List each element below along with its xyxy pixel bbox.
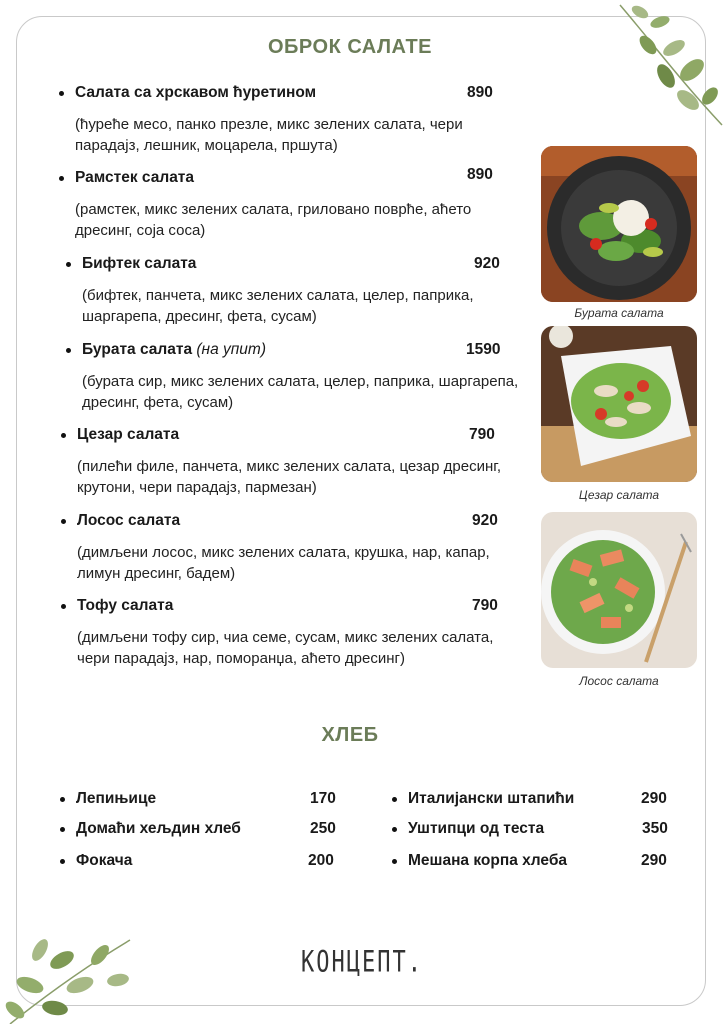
menu-item bbox=[77, 426, 547, 498]
menu-item bbox=[75, 84, 545, 156]
photo-caption: Лосос салата bbox=[579, 674, 659, 688]
menu-item bbox=[82, 255, 552, 327]
salads-section-title: ОБРОК САЛАТЕ bbox=[268, 36, 432, 58]
item-description: (димљени тофу сир, чиа семе, сусам, микс зелених салата, чери парадајз, нар, поморанџа, аћето дресинг) bbox=[77, 629, 494, 667]
item-price: 790 bbox=[469, 426, 495, 443]
item-price: 890 bbox=[467, 166, 493, 183]
burrata-salad-photo bbox=[541, 146, 697, 302]
bullet-icon bbox=[59, 176, 64, 181]
item-price: 1590 bbox=[466, 341, 501, 358]
item-name-text: Бурата салата bbox=[82, 341, 193, 358]
item-price: 290 bbox=[641, 790, 667, 807]
item-price: 200 bbox=[308, 852, 334, 869]
item-name: Мешана корпа хлеба bbox=[408, 852, 568, 869]
item-name: Лепињице bbox=[76, 790, 157, 807]
bread-section-title: ХЛЕБ bbox=[321, 724, 379, 746]
item-name: Цезар салата bbox=[77, 426, 180, 443]
item-price: 290 bbox=[641, 852, 667, 869]
bullet-icon bbox=[61, 433, 66, 438]
item-price: 170 bbox=[310, 790, 336, 807]
item-name: Лосос салата bbox=[77, 512, 181, 529]
item-description: (ћуреће месо, панко презле, микс зелених салата, чери парадајз, лешник, моцарела, пршута) bbox=[75, 116, 463, 154]
bullet-icon bbox=[392, 797, 397, 802]
bullet-icon bbox=[61, 604, 66, 609]
caesar-salad-photo bbox=[541, 326, 697, 482]
item-name: Фокача bbox=[76, 852, 133, 869]
bullet-icon bbox=[60, 859, 65, 864]
bullet-icon bbox=[392, 859, 397, 864]
item-name: Рамстек салата bbox=[75, 169, 195, 186]
bullet-icon bbox=[59, 91, 64, 96]
bullet-icon bbox=[66, 262, 71, 267]
item-name: Уштипци од теста bbox=[408, 820, 545, 837]
item-price: 920 bbox=[474, 255, 500, 272]
leaf-branch-icon bbox=[600, 0, 724, 130]
brand-logo: КОНЦЕПТ. bbox=[301, 945, 423, 980]
item-description: (пилећи филе, панчета, микс зелених салата, цезар дресинг, крутони, чери парадајз, пармезан) bbox=[77, 458, 502, 496]
bullet-icon bbox=[66, 348, 71, 353]
item-price: 790 bbox=[472, 597, 498, 614]
bullet-icon bbox=[392, 827, 397, 832]
item-note: (на упит) bbox=[196, 341, 266, 358]
item-name: Тофу салата bbox=[77, 597, 174, 614]
menu-item bbox=[77, 597, 547, 669]
item-name: Домаћи хељдин хлеб bbox=[76, 820, 241, 837]
item-name: Италијански штапићи bbox=[408, 790, 575, 807]
item-name bbox=[82, 341, 266, 359]
menu-item bbox=[77, 512, 547, 584]
item-description: (рамстек, микс зелених салата, гриловано поврће, аћето дресинг, соја соса) bbox=[75, 201, 472, 239]
bullet-icon bbox=[60, 797, 65, 802]
item-price: 350 bbox=[642, 820, 668, 837]
menu-item bbox=[75, 166, 545, 241]
bullet-icon bbox=[60, 827, 65, 832]
menu-item bbox=[82, 341, 552, 413]
item-price: 250 bbox=[310, 820, 336, 837]
photo-caption: Цезар салата bbox=[578, 488, 660, 502]
item-description: (бифтек, панчета, микс зелених салата, целер, паприка, шаргарепа, дресинг, фета, сусам) bbox=[82, 287, 474, 325]
item-name: Бифтек салата bbox=[82, 255, 197, 272]
item-description: (димљени лосос, микс зелених салата, крушка, нар, капар, лимун дресинг, бадем) bbox=[77, 544, 490, 582]
salmon-salad-photo bbox=[541, 512, 697, 668]
bullet-icon bbox=[61, 519, 66, 524]
item-price: 890 bbox=[467, 84, 493, 101]
photo-caption: Бурата салата bbox=[574, 306, 664, 320]
item-name: Салата са хрскавом ћуретином bbox=[75, 84, 317, 101]
item-price: 920 bbox=[472, 512, 498, 529]
item-description: (бурата сир, микс зелених салата, целер, паприка, шаргарепа, дресинг, фета, сусам) bbox=[82, 373, 519, 411]
